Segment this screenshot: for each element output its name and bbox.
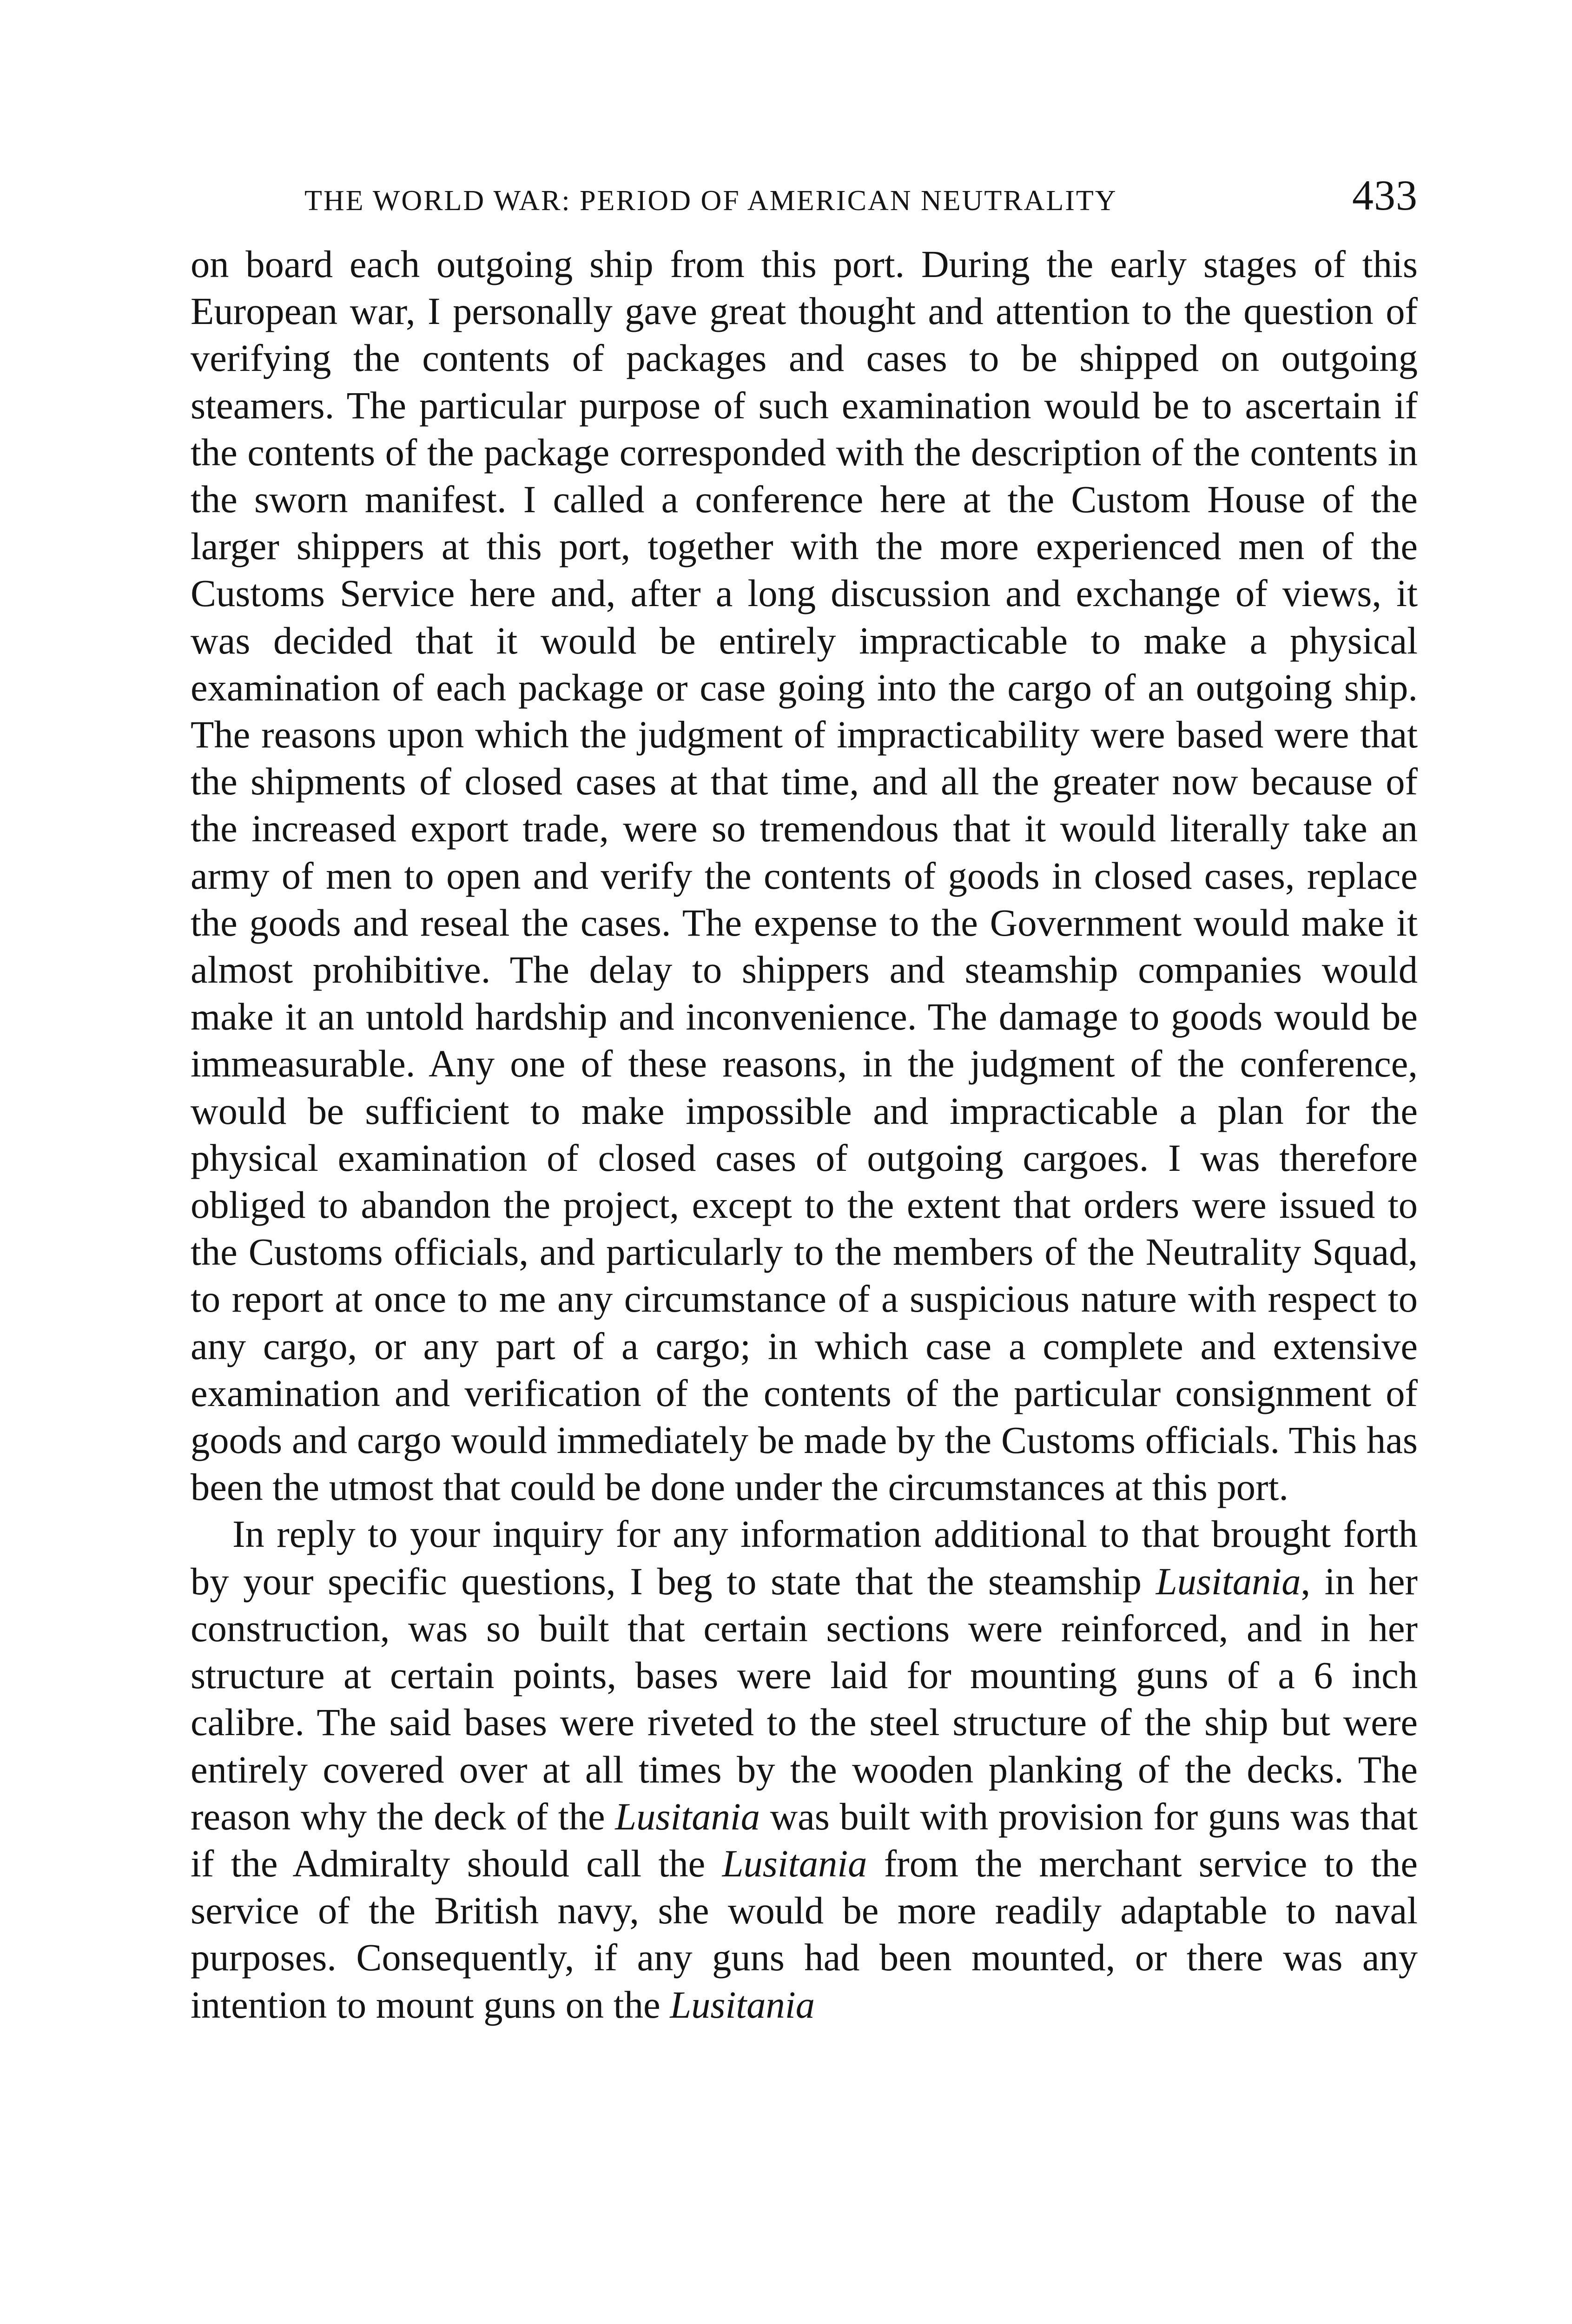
ship-name: Lusitania bbox=[722, 1842, 867, 1885]
body-text bbox=[191, 241, 1418, 2028]
paragraph-2-text: was built with provision for guns was that if the Admiralty should call the bbox=[191, 1795, 1418, 1885]
running-head bbox=[191, 163, 1418, 232]
document-page bbox=[191, 163, 1418, 2028]
paragraph-2 bbox=[191, 1511, 1418, 2028]
paragraph-2-text: , in her construction, was so built that certain sections were reinforced, and in her structure at certain points, bases were laid for mounting guns of a 6 inch calibre. The said bases were riveted to the steel structure of the ship but were entirely covered over at all times by the wooden planking of the decks. The reason why the deck of the bbox=[191, 1559, 1418, 1838]
paragraph-1: on board each outgoing ship from this port. During the early stages of this European war, I personally gave great thought and attention to the question of verifying the contents of packages and cases to be shipped on outgoing steamers. The particular purpose of such examination would be to ascertain if the contents of the package corresponded with the description of the contents in the sworn manifest. I called a conference here at the Custom House of the larger shippers at this port, together with the more experienced men of the Customs Service here and, after a long discussion and exchange of views, it was decided that it would be entirely impracticable to make a physical examination of each package or case going into the cargo of an outgoing ship. The reasons upon which the judgment of impracticability were based were that the shipments of closed cases at that time, and all the greater now because of the increased export trade, were so tremendous that it would literally take an army of men to open and verify the contents of goods in closed cases, replace the goods and reseal the cases. The expense to the Government would make it almost prohibitive. The delay to shippers and steamship companies would make it an untold hardship and inconvenience. The damage to goods would be immeasurable. Any one of these reasons, in the judgment of the conference, would be sufficient to make impossible and impracticable a plan for the physical examination of closed cases of outgoing cargoes. I was therefore obliged to abandon the project, except to the extent that orders were issued to the Customs officials, and particularly to the members of the Neutrality Squad, to report at once to me any circumstance of a suspicious nature with respect to any cargo, or any part of a cargo; in which case a complete and extensive examination and verification of the contents of the particular consignment of goods and cargo would immediately be made by the Customs officials. This has been the utmost that could be done under the circumstances at this port. bbox=[191, 243, 1418, 1509]
running-head-title: THE WORLD WAR: PERIOD OF AMERICAN NEUTRALITY bbox=[304, 185, 1117, 217]
ship-name: Lusitania bbox=[670, 1983, 815, 2026]
paragraph-2-text: In reply to your inquiry for any information additional to that brought forth by your specific questions, I beg to state that the steamship bbox=[191, 1512, 1418, 1603]
paragraph-2-text: from the merchant service to the service of the British navy, she would be more readily adaptable to naval purposes. Consequently, if any guns had been mounted, or there was any intention to mount guns on the bbox=[191, 1842, 1418, 2026]
ship-name: Lusitania bbox=[1156, 1559, 1301, 1603]
ship-name: Lusitania bbox=[615, 1795, 760, 1838]
page-number: 433 bbox=[1352, 172, 1418, 219]
